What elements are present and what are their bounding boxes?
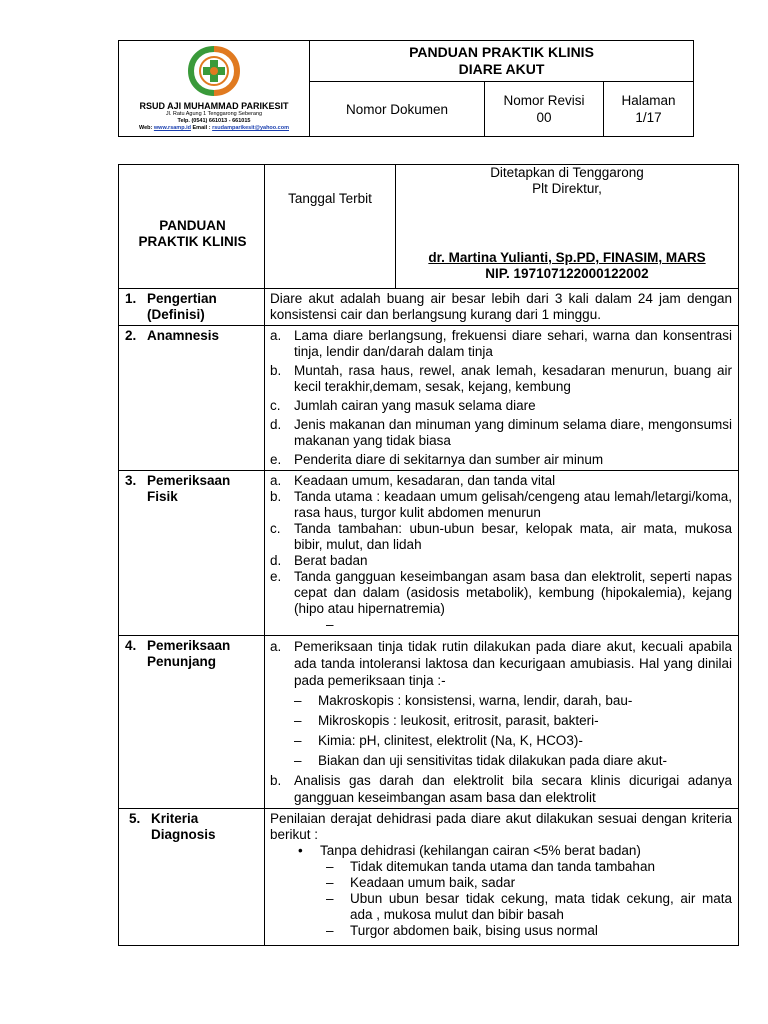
item-marker: b. <box>270 773 282 788</box>
sub-marker: – <box>326 923 334 938</box>
sub-item <box>270 875 732 891</box>
bullet-text: Tanpa dehidrasi (kehilangan cairan <5% berat badan) <box>320 843 641 858</box>
issue-date-cell <box>265 165 396 289</box>
diagnosis-criteria-content <box>265 809 739 946</box>
approval-label-cell <box>119 165 265 289</box>
definition-text: Diare akut adalah buang air besar lebih dari 3 kali dalam 24 jam dengan konsistensi cair dan berlangsung kurang dari 1 minggu. <box>265 289 739 326</box>
item-text: Lama diare berlangsung, frekuensi diare sehari, warna dan konsentrasi tinja, lendir dan/darah dalam tinja <box>294 328 732 359</box>
sub-text: Kimia: pH, clinitest, elektrolit (Na, K, HCO3)- <box>318 733 583 748</box>
list-item <box>270 569 732 617</box>
sub-item <box>270 859 732 875</box>
list-item <box>270 772 732 806</box>
section-label <box>119 289 265 326</box>
approval-label-1: PANDUAN <box>159 217 226 233</box>
section-number: 1. <box>125 291 137 306</box>
sub-marker: – <box>294 693 302 708</box>
trailing-dash: – <box>326 617 334 632</box>
hospital-name: RSUD AJI MUHAMMAD PARIKESIT <box>139 101 289 111</box>
item-text: Analisis gas darah dan elektrolit bila secara klinis dicurigai adanya gangguan keseimbangan asam basa dan elektrolit <box>294 773 732 805</box>
section-anamnesis <box>119 326 739 471</box>
document-header <box>118 40 694 137</box>
item-marker: d. <box>270 553 282 568</box>
list-item <box>270 553 732 569</box>
supporting-exam-content <box>265 636 739 809</box>
doc-number-cell <box>310 82 485 137</box>
hospital-phone: Telp. (0541) 661013 - 661015 <box>177 118 251 124</box>
item-text: Tanda gangguan keseimbangan asam basa dan elektrolit, seperti napas cepat dan dalam (asidosis metabolik), kembung (hipokalemia), kejang (hipo atau hipernatremia) <box>294 569 732 616</box>
hospital-logo-cell <box>119 41 310 137</box>
item-marker: e. <box>270 452 282 467</box>
revision-label: Nomor Revisi <box>503 93 585 108</box>
item-marker: d. <box>270 417 282 432</box>
revision-cell <box>485 82 604 137</box>
section-subtitle: (Definisi) <box>147 307 205 322</box>
title-line-2: DIARE AKUT <box>458 61 545 77</box>
list-item <box>270 473 732 489</box>
section-supporting-exam <box>119 636 739 809</box>
list-item <box>270 398 732 414</box>
approval-place: Ditetapkan di Tenggarong <box>490 165 644 180</box>
signer-nip: NIP. 197107122000122002 <box>485 266 649 281</box>
sub-text: Biakan dan uji sensitivitas tidak dilakukan pada diare akut- <box>318 753 667 768</box>
item-text: Tanda tambahan: ubun-ubun besar, kelopak mata, air mata, mukosa bibir, mulut, dan lidah <box>294 521 732 552</box>
section-definition <box>119 289 739 326</box>
hospital-contact <box>139 125 289 132</box>
sub-item <box>270 923 732 943</box>
approval-row <box>119 165 739 289</box>
anamnesis-content <box>265 326 739 471</box>
item-text: Penderita diare di sekitarnya dan sumber air minum <box>294 452 604 467</box>
revision-value: 00 <box>536 110 552 125</box>
list-item <box>270 417 732 449</box>
item-marker: b. <box>270 489 282 504</box>
list-item <box>270 521 732 553</box>
title-line-1: PANDUAN PRAKTIK KLINIS <box>409 44 594 60</box>
list-item <box>270 328 732 360</box>
criteria-intro: Penilaian derajat dehidrasi pada diare akut dilakukan sesuai dengan kriteria berikut : <box>270 811 732 842</box>
sub-text: Makroskopis : konsistensi, warna, lendir, darah, bau- <box>318 693 633 708</box>
sub-marker: – <box>326 875 334 890</box>
item-marker: c. <box>270 521 281 536</box>
list-item <box>270 489 732 521</box>
sub-text: Keadaan umum baik, sadar <box>350 875 516 890</box>
section-label <box>119 326 265 471</box>
sub-item <box>270 732 732 749</box>
signer-name: dr. Martina Yulianti, Sp.PD, FINASIM, MARS <box>428 250 706 265</box>
section-title: Kriteria <box>151 811 199 826</box>
item-marker: b. <box>270 363 282 378</box>
section-number: 2. <box>125 328 137 343</box>
item-text: Jenis makanan dan minuman yang diminum selama diare, mengonsumsi makanan yang tidak biasa <box>294 417 732 448</box>
section-subtitle: Diagnosis <box>151 827 216 842</box>
item-marker: a. <box>270 639 282 654</box>
clinical-guide-table <box>118 164 739 946</box>
physical-exam-content <box>265 471 739 636</box>
list-item <box>270 452 732 468</box>
item-text: Jumlah cairan yang masuk selama diare <box>294 398 536 413</box>
section-subtitle: Penunjang <box>147 654 217 669</box>
item-marker: e. <box>270 569 282 584</box>
section-title: Pemeriksaan <box>147 638 231 653</box>
sub-item <box>270 891 732 923</box>
approval-position: Plt Direktur, <box>532 181 602 196</box>
sub-text: Turgor abdomen baik, bising usus normal <box>350 923 598 938</box>
email-link[interactable]: rsudamparikesit@yahoo.com <box>212 125 289 131</box>
section-number: 3. <box>125 473 137 488</box>
item-text: Pemeriksaan tinja tidak rutin dilakukan pada diare akut, kecuali apabila ada tanda intoleransi laktosa dan kecurigaan amubiasis. Hal yang dinilai pada pemeriksaan tinja :- <box>294 639 732 688</box>
sub-text: Tidak ditemukan tanda utama dan tanda tambahan <box>350 859 655 874</box>
web-link[interactable]: www.rsamp.id <box>153 125 191 131</box>
sub-item <box>270 712 732 729</box>
approval-label-2: PRAKTIK KLINIS <box>138 233 247 249</box>
section-physical-exam <box>119 471 739 636</box>
section-title: Pengertian <box>147 291 217 306</box>
section-title: Pemeriksaan <box>147 473 231 488</box>
item-text: Muntah, rasa haus, rewel, anak lemah, kesadaran menurun, buang air kecil terakhir,demam, sesak, kejang, kembung <box>294 363 732 394</box>
bullet-marker: • <box>298 843 303 858</box>
section-label <box>119 471 265 636</box>
section-number: 4. <box>125 638 137 653</box>
page-label: Halaman <box>621 93 676 108</box>
item-marker: a. <box>270 473 282 488</box>
list-item <box>270 638 732 689</box>
section-title: Anamnesis <box>147 328 220 343</box>
sub-text: Mikroskopis : leukosit, eritrosit, parasit, bakteri- <box>318 713 599 728</box>
section-subtitle: Fisik <box>147 489 178 504</box>
sub-marker: – <box>294 733 302 748</box>
item-marker: a. <box>270 328 282 343</box>
web-label: Web: <box>139 125 153 131</box>
section-label <box>119 809 265 946</box>
section-label <box>119 636 265 809</box>
item-text: Berat badan <box>294 553 368 568</box>
sub-text: Ubun ubun besar tidak cekung, mata tidak cekung, air mata ada , mukosa mulut dan bibir basah <box>350 891 732 922</box>
item-text: Keadaan umum, kesadaran, dan tanda vital <box>294 473 556 488</box>
issue-date-label: Tanggal Terbit <box>288 191 372 206</box>
sub-marker: – <box>326 891 334 906</box>
sub-marker: – <box>294 753 302 768</box>
hospital-address: Jl. Ratu Agung 1 Tenggarong Seberang <box>165 111 263 117</box>
item-marker: c. <box>270 398 281 413</box>
bullet-item <box>270 843 732 859</box>
sub-marker: – <box>326 859 334 874</box>
document-title <box>310 41 694 82</box>
hospital-logo-icon <box>186 45 242 97</box>
section-diagnosis-criteria <box>119 809 739 946</box>
approval-signature-cell <box>396 165 739 289</box>
list-item <box>270 363 732 395</box>
page-cell <box>604 82 694 137</box>
sub-item <box>270 692 732 709</box>
doc-number-label: Nomor Dokumen <box>345 101 449 117</box>
sub-item <box>270 752 732 769</box>
item-text: Tanda utama : keadaan umum gelisah/cengeng atau lemah/letargi/koma, rasa haus, turgor kulit abdomen menurun <box>294 489 732 520</box>
page-value: 1/17 <box>635 110 662 125</box>
section-number: 5. <box>129 811 141 826</box>
sub-marker: – <box>294 713 302 728</box>
email-label: Email : <box>192 125 211 131</box>
